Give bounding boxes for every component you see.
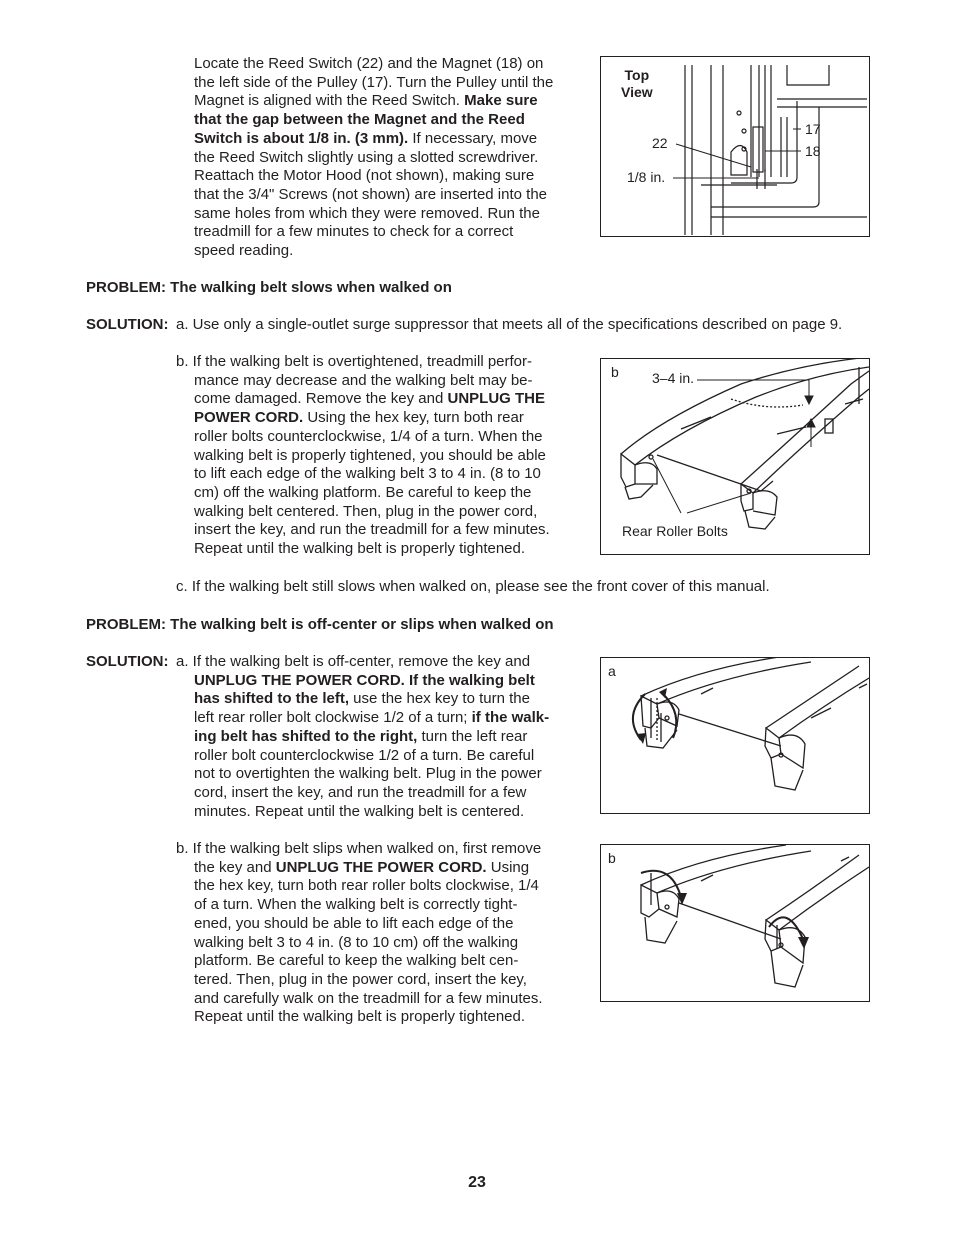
text-run: to lift each edge of the walking belt 3 to 4 in. (8 to 10 [194, 465, 541, 483]
figure-belt-slipping [600, 844, 870, 1002]
text-run: Magnet is aligned with the Reed Switch. [194, 92, 465, 110]
figure-b2-letter: b [608, 850, 616, 866]
text-run: minutes. Repeat until the walking belt is centered. [194, 802, 525, 820]
text-run: left rear roller bolt clockwise 1/2 of a turn; [194, 709, 472, 727]
text-line [194, 55, 553, 74]
text-run: of a turn. When the walking belt is correctly tight- [194, 896, 518, 914]
text-line [176, 1008, 543, 1027]
text-run: same holes from which they were removed. Run the [194, 204, 540, 222]
label-17: 17 [805, 121, 821, 137]
text-line [194, 223, 553, 242]
text-line [194, 149, 553, 168]
text-run: UNPLUG THE POWER CORD. [275, 858, 487, 876]
text-run: that the gap between the Magnet and the Reed [194, 111, 525, 129]
text-line [194, 92, 553, 111]
text-run: Reattach the Motor Hood (not shown), making sure [194, 167, 535, 185]
text-line [176, 915, 543, 934]
text-line [176, 765, 549, 784]
text-line [176, 672, 549, 691]
figure-belt-offcenter [600, 657, 870, 814]
text-run: and carefully walk on the treadmill for a few minutes. [194, 989, 543, 1007]
text-line [176, 465, 550, 484]
text-run: UNPLUG THE [447, 390, 545, 408]
text-line [176, 540, 550, 559]
text-line [176, 690, 549, 709]
text-run: Make sure [464, 92, 538, 110]
problem1-solution-a-text: a. Use only a single-outlet surge suppressor that meets all of the specifications described on page 9. [176, 316, 843, 333]
problem1-solution-c-text: c. If the walking belt still slows when walked on, please see the front cover of this manual. [176, 578, 770, 595]
text-run: use the hex key to turn the [349, 690, 530, 708]
problem2-heading: PROBLEM: The walking belt is off-center or slips when walked on [86, 616, 554, 633]
label-18: 18 [805, 143, 821, 159]
text-run: mance may decrease and the walking belt may be- [194, 371, 533, 389]
text-run: ened, you should be able to lift each edge of the [194, 914, 514, 932]
text-run: Locate the Reed Switch (22) and the Magnet (18) on [194, 55, 544, 72]
label-lift-height: 3–4 in. [652, 370, 695, 386]
text-run: POWER CORD. [194, 409, 304, 427]
text-line [194, 242, 553, 261]
text-line [194, 130, 553, 149]
text-run: treadmill for a few minutes to check for a correct [194, 223, 514, 241]
text-run: the hex key, turn both rear roller bolts clockwise, 1/4 [194, 877, 539, 895]
problem1-solution-c [176, 578, 770, 597]
text-run: walking belt centered. Then, plug in the power cord, [194, 502, 538, 520]
text-run: b. If the walking belt slips when walked on, first remove [176, 840, 542, 857]
text-run: speed reading. [194, 242, 294, 260]
text-line [176, 353, 550, 372]
text-run: cm) off the walking platform. Be careful to keep the [194, 483, 532, 501]
text-run: cord, insert the key, and run the treadmill for a few [194, 783, 527, 801]
page-number: 23 [468, 1174, 486, 1191]
text-run: Using the hex key, turn both rear [303, 409, 524, 427]
text-run: b. If the walking belt is overtightened, treadmill perfor- [176, 353, 533, 370]
text-line [194, 167, 553, 186]
text-run: insert the key, and run the treadmill for a few minutes. [194, 521, 550, 539]
label-rear-roller-bolts: Rear Roller Bolts [622, 523, 728, 539]
text-run: a. If the walking belt is off-center, remove the key and [176, 653, 531, 670]
text-line [176, 409, 550, 428]
belt-offcenter-illustration [601, 658, 870, 814]
text-run: Repeat until the walking belt is properly tightened. [194, 540, 526, 558]
text-line [176, 747, 549, 766]
text-line [176, 484, 550, 503]
problem2-solution-label: SOLUTION: [86, 653, 169, 670]
text-line [176, 803, 549, 822]
text-line [176, 428, 550, 447]
belt-slipping-illustration [601, 845, 870, 1002]
text-line [176, 447, 550, 466]
text-run: the left side of the Pulley (17). Turn the Pulley until the [194, 73, 554, 91]
label-22: 22 [652, 135, 668, 151]
text-run: if the walk- [471, 709, 550, 727]
text-line [176, 503, 550, 522]
text-run: the Reed Switch slightly using a slotted screwdriver. [194, 148, 539, 166]
text-run: ing belt has shifted to the right, [194, 727, 418, 745]
figure-a2-letter: a [608, 663, 616, 679]
text-line [176, 952, 543, 971]
text-line [176, 728, 549, 747]
problem1-heading: PROBLEM: The walking belt slows when walked on [86, 279, 452, 296]
problem1-solution-b [176, 353, 550, 559]
text-line [176, 784, 549, 803]
text-line [176, 653, 549, 672]
text-run: Repeat until the walking belt is properly tightened. [194, 1008, 526, 1026]
text-line [176, 896, 543, 915]
text-run: platform. Be careful to keep the walking belt cen- [194, 952, 519, 970]
text-line [194, 111, 553, 130]
text-run: tered. Then, plug in the power cord, insert the key, [194, 970, 527, 988]
figure-b1-letter: b [611, 364, 619, 380]
text-run: If necessary, move [408, 129, 538, 147]
text-line [176, 390, 550, 409]
text-line [176, 709, 549, 728]
text-run: UNPLUG THE POWER CORD. If the walking belt [194, 671, 535, 689]
text-line [176, 971, 543, 990]
figure-belt-tension [600, 358, 870, 555]
text-run: the key and [194, 858, 276, 876]
label-gap: 1/8 in. [627, 169, 666, 185]
figure-top-view [600, 56, 870, 237]
text-run: that the 3/4" Screws (not shown) are inserted into the [194, 185, 548, 203]
problem2-solution-b [176, 840, 543, 1027]
text-line [176, 877, 543, 896]
text-run: turn the left rear [417, 727, 528, 745]
top-view-title-line2: View [621, 84, 653, 100]
text-line [176, 934, 543, 953]
text-run: roller bolts counterclockwise, 1/4 of a turn. When the [194, 427, 543, 445]
problem1-solution-label: SOLUTION: [86, 316, 169, 333]
text-run: Using [486, 858, 530, 876]
text-run: come damaged. Remove the key and [194, 390, 448, 408]
problem2-solution-a [176, 653, 549, 821]
top-view-title [621, 67, 653, 101]
text-run: walking belt 3 to 4 in. (8 to 10 cm) off the walking [194, 933, 519, 951]
text-line [194, 74, 553, 93]
text-line [176, 372, 550, 391]
text-line [176, 840, 543, 859]
top-view-title-line1: Top [624, 67, 650, 83]
text-line [194, 186, 553, 205]
problem1-solution-a [176, 316, 842, 335]
text-run: walking belt is properly tightened, you should be able [194, 446, 546, 464]
text-line [194, 205, 553, 224]
text-line [176, 521, 550, 540]
text-run: Switch is about 1/8 in. (3 mm). [194, 129, 409, 147]
text-line [176, 990, 543, 1009]
text-line [176, 859, 543, 878]
reed-switch-paragraph [194, 55, 553, 261]
text-run: not to overtighten the walking belt. Plug in the power [194, 765, 542, 783]
text-run: roller bolt counterclockwise 1/2 of a turn. Be careful [194, 746, 535, 764]
text-run: has shifted to the left, [194, 690, 350, 708]
